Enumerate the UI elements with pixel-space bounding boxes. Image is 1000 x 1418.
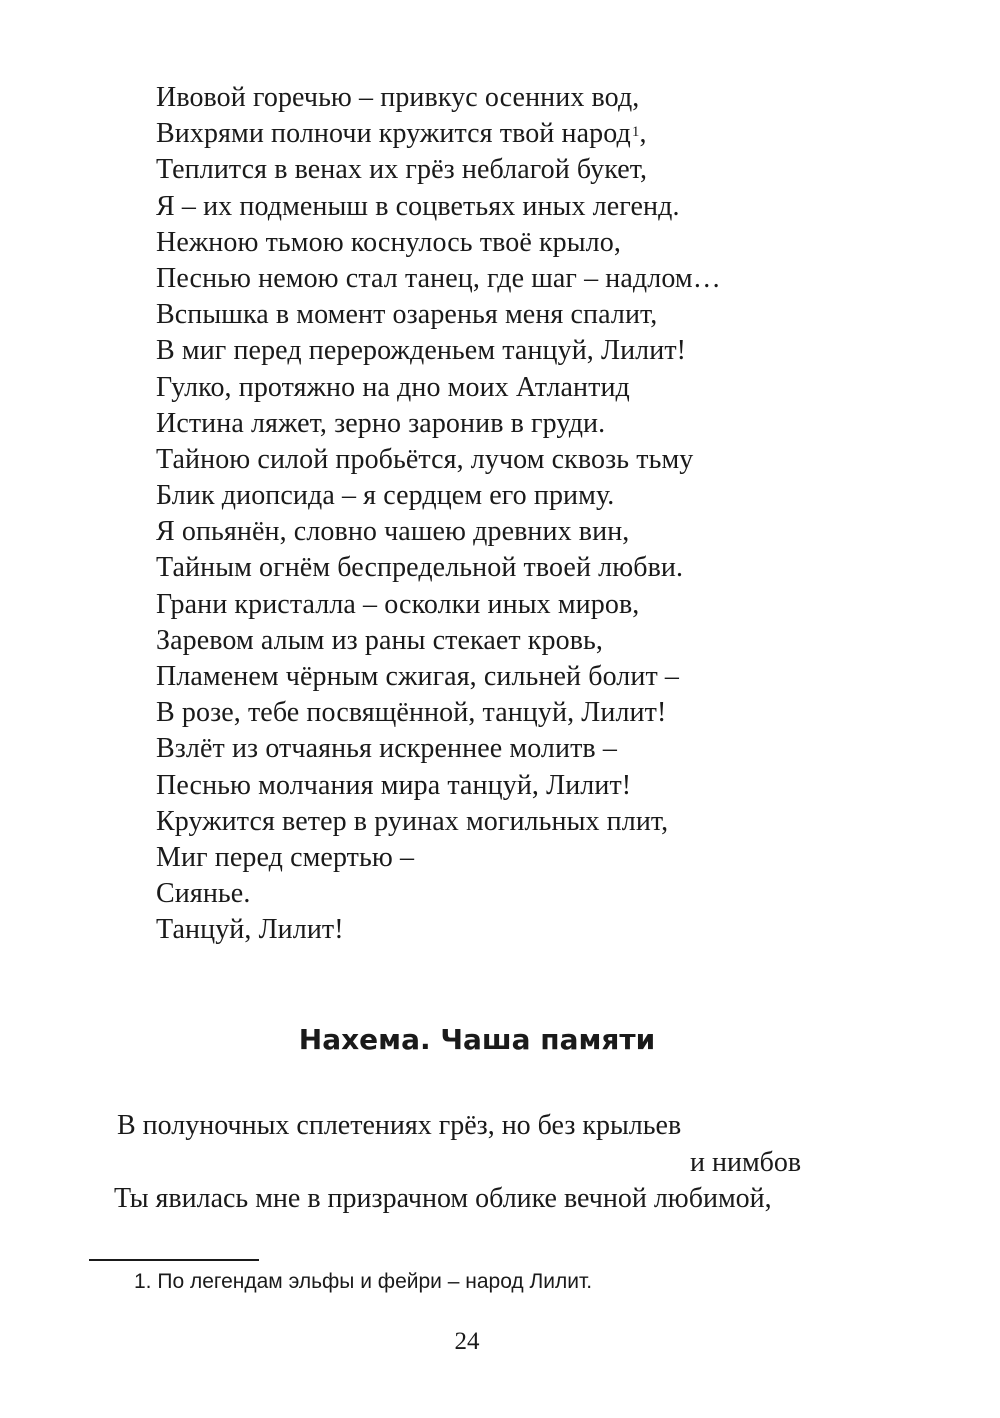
poem-line: Истина ляжет, зерно заронив в груди. bbox=[156, 407, 606, 439]
poem bbox=[156, 80, 721, 949]
poem-line: Песнью немою стал танец, где шаг – надлом… bbox=[156, 262, 721, 294]
poem-line: Танцуй, Лилит! bbox=[156, 914, 344, 946]
poem-line: Я опьянён, словно чашею древних вин, bbox=[156, 516, 630, 548]
poem-line: Грани кристалла – осколки иных миров, bbox=[156, 588, 640, 620]
section-title: Нахема. Чаша памяти bbox=[298, 1023, 656, 1056]
footnote-divider bbox=[89, 1259, 259, 1261]
poem-line: Блик диопсида – я сердцем его приму. bbox=[156, 480, 615, 512]
poem-line: Сиянье. bbox=[156, 878, 251, 910]
footnote-ref: 1 bbox=[631, 124, 640, 141]
poem-line bbox=[156, 116, 721, 152]
poem-line: В миг перед перерожденьем танцуй, Лилит! bbox=[156, 335, 687, 367]
poem-line-text: Вихрями полночи кружится твой народ bbox=[156, 118, 631, 150]
poem-line: Песнью молчания мира танцуй, Лилит! bbox=[156, 769, 632, 801]
poem-line-punct: , bbox=[639, 118, 647, 150]
poem-line: Тайным огнём беспредельной твоей любви. bbox=[156, 552, 684, 584]
poem-line: В розе, тебе посвящённой, танцуй, Лилит! bbox=[156, 697, 667, 729]
poem-line: Я – их подменыш в соцветьях иных легенд. bbox=[156, 190, 680, 222]
poem-line: Миг перед смертью – bbox=[156, 841, 415, 873]
poem-line: Пламенем чёрным сжигая, сильней болит – bbox=[156, 661, 679, 692]
poem-line: Ивовой горечью – привкус осенних вод, bbox=[156, 82, 640, 113]
poem-line: Теплится в венах их грёз неблагой букет, bbox=[156, 154, 648, 186]
page-number: 24 bbox=[454, 1328, 480, 1355]
poem-line: Взлёт из отчаянья искреннее молитв – bbox=[156, 733, 617, 765]
poem-line: Кружится ветер в руинах могильных плит, bbox=[156, 805, 669, 837]
footnote: 1. По легендам эльфы и фейри – народ Лилит. bbox=[134, 1270, 593, 1293]
poem-line: Заревом алым из раны стекает кровь, bbox=[156, 624, 604, 656]
verse-line-continuation: и нимбов bbox=[690, 1147, 802, 1178]
poem-line: Вспышка в момент озаренья меня спалит, bbox=[156, 299, 658, 331]
poem-line: Тайною силой пробьётся, лучом сквозь тьму bbox=[156, 443, 694, 475]
verse-line: В полуночных сплетениях грёз, но без крыльев bbox=[117, 1110, 682, 1141]
verse-line: Ты явилась мне в призрачном облике вечной любимой, bbox=[114, 1183, 772, 1214]
poem-line: Гулко, протяжно на дно моих Атлантид bbox=[156, 371, 630, 403]
poem-line: Нежною тьмою коснулось твоё крыло, bbox=[156, 226, 621, 258]
